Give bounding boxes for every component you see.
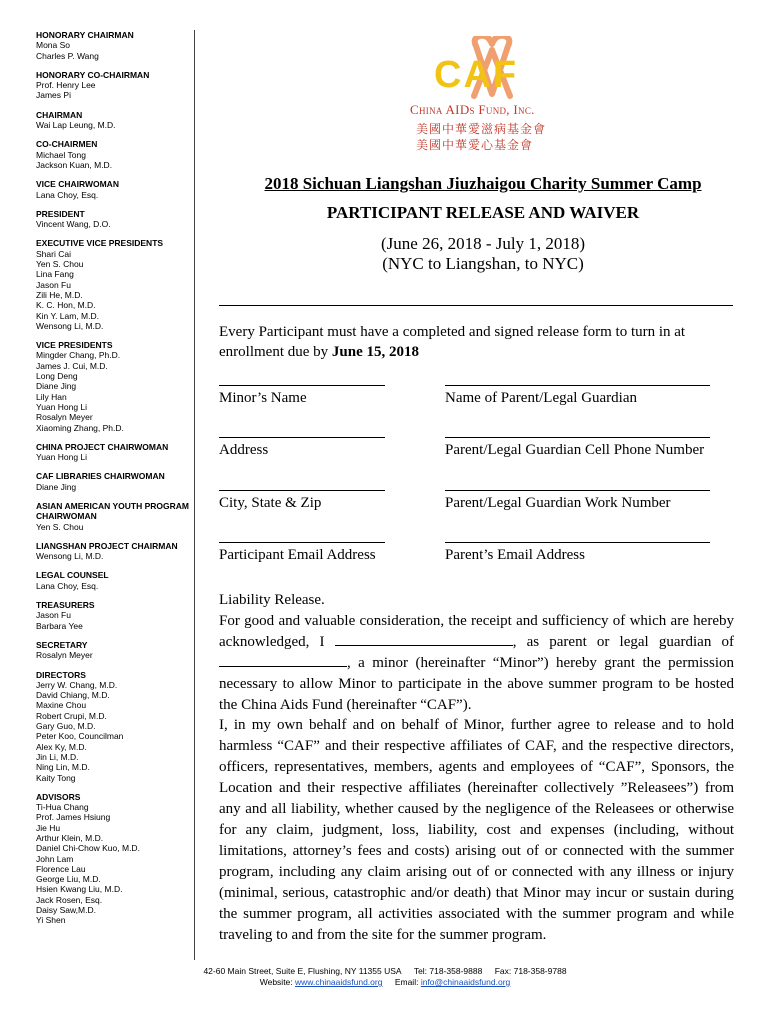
liability-text: For good and valuable consideration, the receipt and sufficiency of which are hereby acknowledged, I	[219, 612, 734, 650]
intro-body: Every Participant must have a completed and signed release form to turn in at enrollment due by	[219, 324, 686, 360]
roster-title: DIRECTORS	[36, 669, 86, 680]
form-title: PARTICIPANT RELEASE AND WAIVER	[326, 203, 640, 222]
roster-group	[36, 139, 196, 170]
roster-name: Ning Lin, M.D.	[36, 762, 90, 773]
roster-name: Mingder Chang, Ph.D.	[36, 350, 121, 361]
liability-text: , as parent or legal guardian of	[512, 633, 734, 650]
roster-name: Jerry W. Chang, M.D.	[36, 679, 118, 690]
roster-group	[36, 792, 196, 926]
roster-name: Wensong Li, M.D.	[36, 551, 104, 562]
city-state-zip-field[interactable]	[219, 490, 385, 512]
footer-fax: Fax: 718-358-9788	[494, 966, 567, 976]
address-field[interactable]	[219, 437, 385, 459]
sidebar-divider	[194, 30, 195, 960]
email-label: Email:	[394, 977, 419, 987]
roster-name: Yi Shen	[36, 915, 66, 926]
roster-name: Yuan Hong Li	[36, 452, 88, 463]
footer	[0, 966, 770, 988]
roster-name: Kaity Tong	[36, 772, 76, 783]
roster-name: Daisy Saw,M.D.	[36, 905, 96, 916]
roster-name: Yen S. Chou	[36, 259, 84, 270]
website-label: Website:	[259, 977, 293, 987]
roster-group	[36, 442, 196, 463]
footer-address: 42-60 Main Street, Suite E, Flushing, NY 11355 USA	[203, 966, 402, 976]
roster-name: Zili He, M.D.	[36, 289, 83, 300]
due-date: June 15, 2018	[331, 344, 419, 360]
roster-name: Maxine Chou	[36, 700, 87, 711]
liability-paragraph-2: I, in my own behalf and on behalf of Minor, further agree to release and to hold harmless “CAF” and their respective affiliates of CAF, and the respective directors, officers, representatives, members, agents and employees of “CAF”, Sponsors, the Location and their respective affiliates (hereinafter collectively ”Releasees”) from any and all liability, whether caused by the negligence of the Releasees or otherwise for any claim, judgment, loss, liability, cost and expenses (including, without limitations, attorney’s fees and costs) arising out of or connected with the summer program, including any claim arising out of or connected with any illness or injury (minimal, serious, catastrophic and/or death) that Minor may incur or sustain during the summer program, all activities associated with the summer program and while traveling to and from the site for the summer program.	[219, 717, 734, 943]
field-label: Name of Parent/Legal Guardian	[445, 390, 638, 406]
roster-name: James J. Cui, M.D.	[36, 360, 108, 371]
roster-title: HONORARY CO-CHAIRMAN	[36, 69, 150, 80]
website-link[interactable]: www.chinaaidsfund.org	[295, 977, 383, 987]
footer-web-line	[0, 977, 770, 988]
roster-title: ASIAN AMERICAN YOUTH PROGRAM CHAIRWOMAN	[36, 500, 190, 522]
field-label: Address	[219, 442, 269, 458]
caf-logo	[396, 36, 596, 156]
roster-name: Daniel Chi-Chow Kuo, M.D.	[36, 843, 140, 854]
roster-group	[36, 471, 196, 492]
guardian-work-field[interactable]	[445, 490, 710, 512]
field-label: Parent/Legal Guardian Work Number	[445, 495, 671, 511]
field-label: Parent/Legal Guardian Cell Phone Number	[445, 442, 705, 458]
roster-name: Florence Lau	[36, 863, 86, 874]
roster-name: Yuan Hong Li	[36, 401, 88, 412]
dates-line: (June 26, 2018 - July 1, 2018)	[381, 234, 585, 253]
roster-name: Lina Fang	[36, 269, 74, 280]
guardian-name-field[interactable]	[445, 385, 710, 407]
section-divider	[219, 305, 733, 306]
roster-name: Michael Tong	[36, 149, 86, 160]
field-label: City, State & Zip	[219, 495, 322, 511]
field-label: Parent’s Email Address	[445, 547, 585, 563]
roster-title: EXECUTIVE VICE PRESIDENTS	[36, 238, 164, 249]
roster-name: Mona So	[36, 40, 71, 51]
roster-name: Lana Choy, Esq.	[36, 580, 99, 591]
footer-contact-line	[0, 966, 770, 977]
roster-group	[36, 501, 196, 532]
roster-name: Yen S. Chou	[36, 521, 84, 532]
roster-title: CO-CHAIRMEN	[36, 139, 98, 150]
roster-name: Rosalyn Meyer	[36, 650, 93, 661]
roster-title: CAF LIBRARIES CHAIRWOMAN	[36, 471, 165, 482]
liability-paragraph-1	[219, 611, 734, 716]
liability-text: , a minor (hereinafter “Minor”) hereby grant the permission necessary to allow Minor to participate in the above summer program to be hosted the China Aids Fund (hereinafter “CAF”).	[219, 654, 734, 713]
email-link[interactable]: info@chinaaidsfund.org	[420, 977, 511, 987]
roster-group	[36, 30, 196, 61]
roster-group	[36, 640, 196, 661]
roster-name: Shari Cai	[36, 248, 71, 259]
roster-title: CHINA PROJECT CHAIRWOMAN	[36, 441, 169, 452]
roster-name: Lana Choy, Esq.	[36, 189, 99, 200]
roster-name: Jason Fu	[36, 610, 71, 621]
roster-title: TREASURERS	[36, 600, 95, 611]
minor-name-field[interactable]	[219, 385, 385, 407]
roster-name: Jason Fu	[36, 279, 71, 290]
roster-name: Jack Rosen, Esq.	[36, 894, 103, 905]
board-roster	[36, 30, 196, 935]
roster-name: John Lam	[36, 853, 74, 864]
camp-title: 2018 Sichuan Liangshan Jiuzhaigou Charity Summer Camp	[264, 174, 702, 193]
roster-group	[36, 670, 196, 783]
roster-group	[36, 238, 196, 331]
roster-name: Jie Hu	[36, 822, 61, 833]
logo-mark: CAF	[434, 54, 519, 96]
route-line: (NYC to Liangshan, to NYC)	[382, 254, 584, 273]
roster-name: Long Deng	[36, 371, 78, 382]
participant-email-field[interactable]	[219, 542, 385, 564]
roster-name: Prof. Henry Lee	[36, 80, 96, 91]
roster-title: CHAIRMAN	[36, 109, 83, 120]
roster-name: Charles P. Wang	[36, 50, 99, 61]
roster-name: Robert Crupi, M.D.	[36, 710, 107, 721]
roster-name: Kin Y. Lam, M.D.	[36, 310, 99, 321]
roster-title: VICE CHAIRWOMAN	[36, 179, 119, 190]
guardian-cell-field[interactable]	[445, 437, 710, 459]
roster-name: Prof. James Hsiung	[36, 812, 111, 823]
roster-name: Jackson Kuan, M.D.	[36, 159, 113, 170]
intro-text	[219, 322, 719, 362]
organization-name: China AIDs Fund, Inc.	[410, 102, 535, 117]
roster-name: Diane Jing	[36, 481, 77, 492]
roster-name: Wensong Li, M.D.	[36, 320, 104, 331]
footer-tel: Tel: 718-358-9888	[413, 966, 483, 976]
roster-name: Barbara Yee	[36, 620, 83, 631]
roster-name: Rosalyn Meyer	[36, 412, 93, 423]
roster-name: Wai Lap Leung, M.D.	[36, 120, 116, 131]
roster-name: Hsien Kwang Liu, M.D.	[36, 884, 123, 895]
camp-dates	[198, 234, 768, 274]
roster-name: Lily Han	[36, 391, 67, 402]
liability-heading: Liability Release.	[219, 592, 325, 608]
roster-name: Peter Koo, Councilman	[36, 731, 124, 742]
organization-name-chinese-2: 美國中華愛心基金會	[416, 138, 534, 152]
roster-name: Arthur Klein, M.D.	[36, 833, 104, 843]
roster-name: George Liu, M.D.	[36, 874, 101, 885]
roster-name: Jin Li, M.D.	[36, 751, 79, 762]
roster-name: K. C. Hon, M.D.	[36, 300, 96, 311]
roster-group	[36, 340, 196, 433]
roster-name: Xiaoming Zhang, Ph.D.	[36, 422, 124, 433]
roster-title: LIANGSHAN PROJECT CHAIRMAN	[36, 540, 178, 551]
roster-title: VICE PRESIDENTS	[36, 340, 113, 351]
organization-name-chinese-1: 美國中華愛滋病基金會	[416, 122, 547, 136]
roster-group	[36, 209, 196, 230]
roster-group	[36, 600, 196, 631]
roster-title: SECRETARY	[36, 639, 88, 650]
roster-group	[36, 70, 196, 101]
roster-name: Gary Guo, M.D.	[36, 721, 96, 732]
roster-name: James Pi	[36, 90, 71, 101]
parent-email-field[interactable]	[445, 542, 710, 564]
roster-name: Ti-Hua Chang	[36, 802, 89, 813]
roster-name: David Chiang, M.D.	[36, 690, 110, 701]
roster-group	[36, 110, 196, 131]
minor-name-blank[interactable]	[219, 654, 347, 667]
roster-group	[36, 179, 196, 200]
field-label: Participant Email Address	[219, 547, 376, 563]
roster-group	[36, 541, 196, 562]
roster-name: Vincent Wang, D.O.	[36, 219, 111, 230]
roster-title: LEGAL COUNSEL	[36, 570, 109, 581]
roster-title: PRESIDENT	[36, 208, 85, 219]
liability-release	[219, 590, 734, 945]
field-label: Minor’s Name	[219, 390, 307, 406]
roster-title: ADVISORS	[36, 791, 81, 802]
roster-group	[36, 570, 196, 591]
roster-name: Diane Jing	[36, 381, 77, 392]
roster-title: HONORARY CHAIRMAN	[36, 30, 134, 40]
roster-name: Alex Ky, M.D.	[36, 741, 87, 752]
guardian-name-blank[interactable]	[335, 633, 513, 646]
